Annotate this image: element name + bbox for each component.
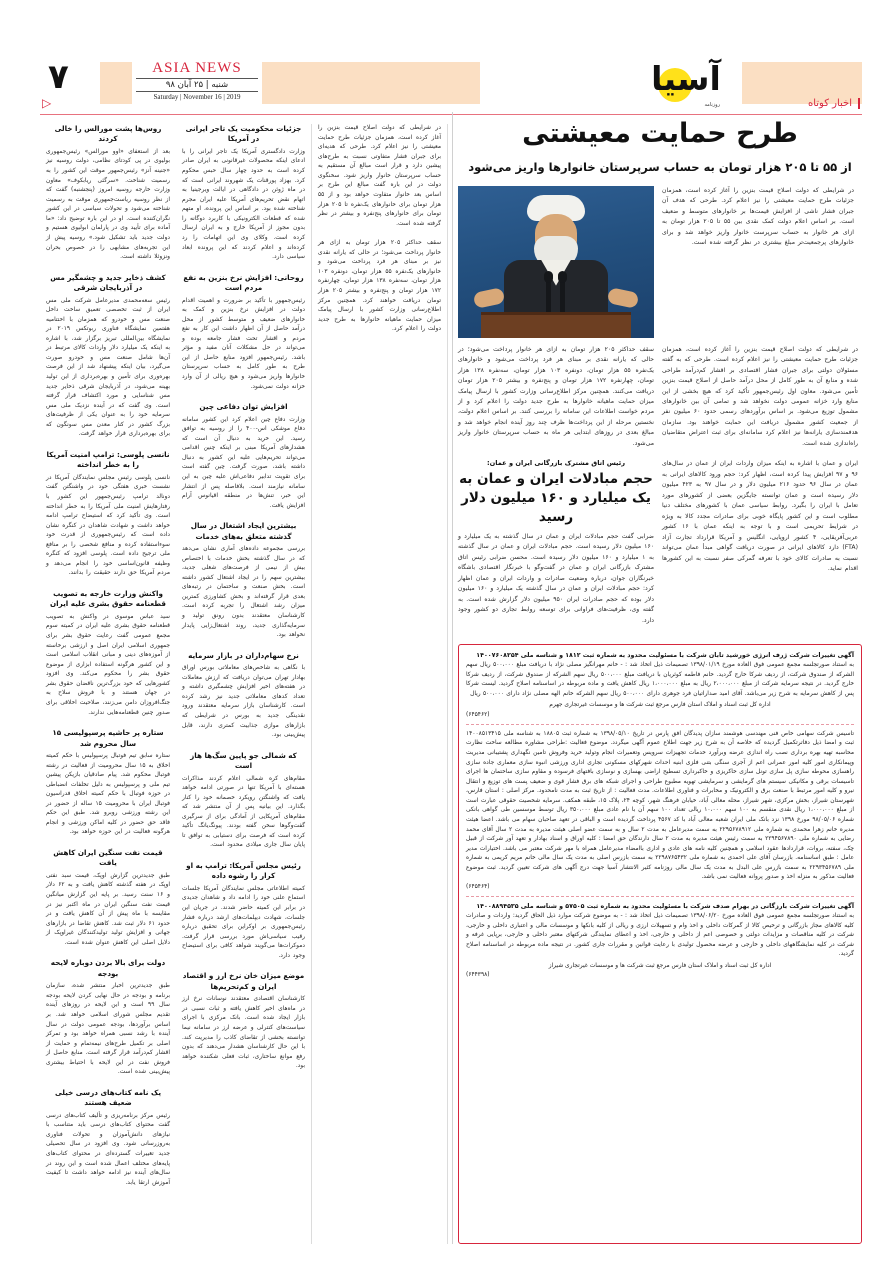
brief-body: سقف حداکثر ۲۰۵ هزار تومان به ازای هر خانوار پرداخت می‌شود؛ در حالی که یارانه نقدی نیز بر مبنای هر فرد پرداخت می‌شود و خانوارهای یک‌نفره ۵۵ هزار تومان، دونفره ۱۰۳ هزار تومان، سه‌نفره ۱۳۸ هزار تومان، چهارنفره ۱۷۲ هزار تومان و پنج‌نفره و بیشتر ۲۰۵ هزار تومان دریافت خواهند کرد. همچنین مرکز اطلاع‌رسانی وزارت کشور با ارسال پیامک میزان حمایت ماهیانه خانوارها به طرح جدید دولت را اعلام کرد. (318, 240, 441, 333)
brief-column-left (312, 124, 448, 1244)
legal-notice-signature: اداره کل ثبت اسناد و املاک استان فارس مرجع ثبت شرکت ها و موسسات غیرتجاری شیراز (548, 962, 772, 969)
brief-title: قیمت نفت سنگین ایران کاهش یافت (53, 848, 163, 868)
date-persian: شنبه | ۲۵ آبان ۹۸ (136, 78, 258, 92)
microphone-icon (546, 278, 551, 314)
brief-title: روس‌ها پشت مورالس را خالی کردند (54, 124, 162, 144)
brief-item (182, 971, 305, 1071)
section-label: اخبار کوتاه (808, 98, 860, 109)
column-divider (452, 112, 453, 1244)
brief-news-block (40, 124, 450, 1244)
brief-title: جزئیات محکومیت یک تاجر ایرانی در آمریکا (185, 124, 302, 144)
second-story-kicker: رئیس اتاق مشترک بازرگانی ایران و عمان: (487, 459, 625, 468)
brief-title: واکنش وزارت خارجه به تصویب قطعنامه حقوق بشری علیه ایران (50, 589, 166, 609)
brief-item (46, 273, 170, 440)
legal-notice-reference: (۶۴۵۴۶۲) (466, 711, 490, 718)
legal-notice (466, 724, 854, 890)
brief-body: طبق جدیدترین اخبار منتشر شده، سازمان برنامه و بودجه در حال نهایی کردن لایحه بودجه سال ۹۹ است و این لایحه در روزهای آینده تقدیم مجلس شورای اسلامی خواهد شد. بر اساس برآوردها، بودجه عمومی دولت در سال آینده با رشد نسبی همراه خواهد بود و تمرکز اصلی بر تکمیل طرح‌های نیمه‌تمام و حمایت از اقشار کم‌درآمد قرار گرفته است. منابع حاصل از فروش نفت در این لایحه با احتیاط بیشتری پیش‌بینی شده است. (46, 983, 170, 1076)
second-story (458, 459, 862, 626)
page-number: ۷ (48, 57, 69, 97)
brief-title: نانسی پلوسی: ترامپ امنیت آمریکا را به خطر انداخته (46, 449, 170, 470)
brand-name: ASIA NEWS (152, 60, 242, 76)
brief-body: طبق جدیدترین گزارش اوپک، قیمت سبد نفتی اوپک در هفته گذشته کاهش یافت و به ۶۲ دلار و ۱۶ سنت رسید. بر پایه این گزارش میانگین قیمت نفت سنگین ایران در ماه اکتبر نیز در مقایسه با ماه پیش از آن کاهش یافت و در حدود ۶۱ دلار ثبت شد. کاهش تقاضا در بازارهای جهانی و افزایش تولید تولیدکنندگان غیراوپک از دلایل اصلی این کاهش عنوان شده است. (46, 872, 170, 946)
brief-item (46, 589, 170, 718)
legal-notice (466, 651, 854, 718)
brief-body: رئیس مرکز برنامه‌ریزی و تألیف کتاب‌های درسی گفت محتوای کتاب‌های درسی باید متناسب با نیازهای دانش‌آموزان و تحولات فناوری به‌روزرسانی شود. وی افزود در سال تحصیلی جدید تغییرات گسترده‌ای در محتوای کتاب‌های پایه‌های مختلف اعمال شده است و این روند در سال‌های آینده نیز ادامه خواهد داشت تا کیفیت آموزش ارتقا یابد. (46, 1112, 170, 1186)
legal-notice-reference: (۶۴۴۳۹۸) (466, 972, 490, 979)
legal-notice-signature: اداره کل ثبت اسناد و املاک استان فارس مرجع ثبت شرکت ها و موسسات غیرتجاری جهرم (549, 702, 771, 709)
brief-title: رئیس مجلس آمریکا: ترامپ به او کرار را رشوه داده (186, 861, 301, 881)
brief-item (182, 651, 305, 741)
brief-body: ستاره سابق تیم فوتبال پرسپولیس با حکم کمیته اخلاق به ۱۵ سال محرومیت از فعالیت در رشته فوتبال محکوم شد. پیام صادقیان بازیکن پیشین تیم ملی و پرسپولیس به دلیل تخلفات انضباطی در حوزه فوتبال با حکم کمیته اخلاق فدراسیون فوتبال ایران با محرومیت ۱۵ ساله از حضور در این رشته ورزشی روبرو شد. طبق این حکم فاقد حق حضور در کلیه اماکن ورزشی و انجام هرگونه فعالیت در این حوزه خواهد بود. (46, 752, 171, 836)
second-story-columns (458, 459, 862, 626)
masthead-plate (132, 58, 262, 104)
brief-title: روحانی: افزایش نرخ بنزین به نفع مردم است (183, 272, 304, 293)
brief-item (182, 861, 305, 961)
brief-title: بیشترین ایجاد اشتغال در سال گذشته متعلق به‌های خدمات (190, 521, 297, 541)
brief-item (46, 958, 170, 1078)
brief-item (46, 450, 170, 579)
brief-body: وزارت دادگستری آمریکا یک تاجر ایرانی را با ادعای اینکه محصولات غیرقانونی به ایران صادر کرده است به حدود چهار سال حبس محکوم کرد. بهزاد پورقنات یک شهروند ایرانی است که در ماه ژوئن در دادگاهی در ایالت ویرجینیا به اتهام نقض تحریم‌های آمریکا علیه ایران مجرم شناخته شده بود. بر اساس این پرونده، او متهم شده که قطعات الکترونیکی با کاربرد دوگانه را بدون مجوز از آمریکا خارج و به ایران ارسال کرده است. وکلای وی این اتهامات را رد کرده‌اند و اعلام کردند که این پرونده ابعاد سیاسی دارد. (182, 148, 305, 261)
brief-title: یک نامه کتاب‌های درسی خیلی ضعیف هستند (54, 1087, 162, 1108)
photo-podium (481, 312, 631, 338)
brief-title: نرخ سهام‌داران در بازار سرمایه (188, 650, 299, 660)
legal-notices-box (458, 644, 862, 1244)
second-story-col-left (662, 459, 858, 626)
main-headline: طرح حمایت معیشتی (522, 118, 798, 149)
brief-title: دولت برای بالا بردن دوباره لایحه بودجه (50, 958, 166, 978)
logo-subtitle: روزنامه (704, 102, 720, 108)
brief-body: مقام‌های کره شمالی اعلام کردند مذاکرات هسته‌ای با آمریکا تنها در صورتی ادامه خواهد یافت که واشنگتن رویکرد خصمانه خود را کنار بگذارد. این بیانیه پس از آن منتشر شد که مقام‌های آمریکایی از آمادگی برای از سرگیری گفت‌وگوها سخن گفته بودند. پیونگ‌یانگ تأکید کرده است که فرصت برای دستیابی به توافق تا پایان سال جاری میلادی محدود است. (182, 775, 305, 849)
brief-body: رئیس‌جمهور با تأکید بر ضرورت و اهمیت اقدام دولت در افزایش نرخ بنزین و کمک به خانوارهای ضعیف و متوسط کشور از محل درآمد حاصل از آن اظهار داشت این کار به نفع مردم و اقشار تحت فشار جامعه بوده و می‌تواند در حل مشکلات آنان مفید و مؤثر باشد. رئیس‌جمهور افزود منابع حاصل از این طرح به طور کامل به حساب سرپرستان خانوارها واریز می‌شود و هیچ ریالی از آن وارد خزانه دولت نمی‌شود. (182, 297, 305, 390)
story-photo (458, 186, 654, 338)
second-story-body-left: ایران و عمان با اشاره به اینکه میزان واردات ایران از عمان در سال‌های ۹۶ و ۹۷ افزایش پیدا کرده است، اظهار کرد: حجم ورود کالاهای ایرانی به عمان در سال ۹۶ حدود ۲۱۶ میلیون دلار و در سال ۹۷ به ۴۲۳ میلیون دلار رسیده است و عمان توانسته جایگزین بعضی از کشورهای مورد تعامل با ایران را بگیرد. روابط سیاسی عمان با کشورهای مختلف دنیا مطلوب است و این کشور پایگاه خوبی برای صادرات مجدد کالا به ویژه در شرایط تحریمی است و با توجه به اینکه عمان با ۱۶ کشور عربی‌آفریقایی، ۴ کشور اروپایی، انگلیس و آمریکا قرارداد تجارت آزاد (FTA) دارد کالاهای ایرانی در صورت دریافت گواهی مبدأ عمان می‌تواند نسبت به صادرات کالای خود با تعرفه گمرکی صفر نسبت به این کشورها اقدام نماید. (662, 460, 858, 573)
brief-item (182, 124, 305, 263)
legal-notice-title: آگهی تغییرات شرکت بارزگانی در بهرام صدف شرکت با مسئولیت محدود به شماره ثبت ۵۷۵۰۵ و شناسه ملی ۱۴۰۰۸۸۹۴۵۳۵ (476, 902, 854, 910)
brief-column-middle (176, 124, 312, 1244)
logo-wordmark: آسیا (651, 59, 721, 98)
photo-hand-left (473, 287, 506, 309)
brief-body: سید عباس موسوی در واکنش به تصویب قطعنامه حقوق بشری علیه ایران در کمیته سوم مجمع عمومی گفت رعایت حقوق بشر برای جمهوری اسلامی ایران اصل و ارزشی برخاسته از آموزه‌های دینی و مبانی انقلاب اسلامی است و این کشور هرگونه استفاده ابزاری از موضوع حقوق بشر را محکوم می‌کند. وی افزود کشورهایی که خود بزرگ‌ترین ناقضان حقوق بشر در جهان هستند و با فروش سلاح به جنگ‌افروزان دامن می‌زنند، صلاحیت اخلاقی برای صدور چنین قطعنامه‌هایی ندارند. (46, 613, 170, 716)
date-english: Saturday | November 16 | 2019 (153, 92, 241, 101)
brief-title: موضع میزان خان نرخ ارز و اقتصاد ایران و کم‌تحریم‌ها (182, 971, 305, 991)
legal-notice (466, 896, 854, 978)
main-story-columns (458, 345, 862, 450)
brief-item (182, 521, 305, 641)
main-story (458, 118, 862, 626)
brief-title: کشف ذخایر جدید و چشمگیر مس در آذربایجان شرقی (50, 272, 166, 293)
brief-item (46, 848, 170, 948)
brief-column-right (40, 124, 176, 1244)
brief-title: که شمالی جو پایین سگ‌ها هاز است (190, 750, 297, 771)
play-arrow-icon: ▷ (42, 96, 52, 110)
brief-item (46, 1088, 170, 1188)
second-headline: حجم مبادلات ایران و عمان به یک میلیارد و ۱۶۰ میلیون دلار رسید (459, 471, 653, 526)
brief-body: با نگاهی به شاخص‌های معاملاتی بورس اوراق بهادار تهران می‌توان دریافت که ارزش معاملات در هفته‌های اخیر افزایش چشمگیری داشته و تعداد کدهای معاملاتی جدید نیز رشد کرده است. کارشناسان بازار سرمایه معتقدند ورود نقدینگی جدید به بورس در شرایطی که بازارهای موازی جذابیت کمتری دارند، قابل پیش‌بینی بود. (182, 665, 305, 739)
brief-item (318, 124, 441, 229)
brief-item (46, 728, 170, 838)
main-story-col-right: سقف حداکثر ۲۰۵ هزار تومان به ازای هر خانوار پرداخت می‌شود؛ در حالی که یارانه نقدی بر مبنای هر فرد پرداخت می‌شود و خانوارهای یک‌نفره ۵۵ هزار تومان، دونفره ۱۰۳ هزار تومان، سه‌نفره ۱۳۸ هزار تومان، چهارنفره ۱۷۲ هزار تومان و پنج‌نفره و بیشتر ۲۰۵ هزار تومان دریافت می‌کنند. همچنین مرکز اطلاع‌رسانی وزارت کشور با ارسال پیامک میزان حمایت ماهیانه خانوارها به طرح جدید دولت را اعلام کرد و از مردم خواست اطلاعات این سامانه را بررسی کنند. بر اساس اعلام دولت، نخستین مرحله از این پرداخت‌ها ظرف چند روز آینده انجام خواهد شد و مبالغ بعدی در روزهای ابتدایی هر ماه به حساب سرپرستان خانوار واریز می‌شود. (458, 345, 655, 447)
brief-item (46, 124, 170, 263)
brief-title: افزایش توان دفاعی چین (199, 402, 288, 412)
second-story-col-right (458, 459, 654, 626)
brief-body: نانسی پلوسی رئیس مجلس نمایندگان آمریکا در نشست خبری هفتگی خود در واشنگتن گفت دونالد ترامپ رئیس‌جمهور این کشور با رفتارهایش امنیت ملی آمریکا را به خطر انداخته است. وی تأکید کرد که استیضاح ترامپ ادامه خواهد داشت و شهادت شاهدان در کنگره نشان داده است که رئیس‌جمهوری از قدرت خود سوءاستفاده کرده و منافع شخصی را بر منافع ملی ترجیح داده است. پلوسی افزود که کنگره وظیفه قانون‌اساسی خود را انجام می‌دهد و مردم آمریکا حق دارند حقیقت را بدانند. (46, 474, 170, 577)
lead-row (458, 186, 862, 338)
brief-title: ستاره پر حاشیه پرسپولیسی ۱۵ سال محروم شد (52, 728, 164, 748)
legal-notice-body: به استناد صورتجلسه مجمع عمومی فوق العاده مورخ ۱۳۹۸/۰۱/۱۹ تصمیمات ذیل اتخاذ شد : - خانم مهرانگیز مصلی نژاد با دریافت مبلغ ۵۰۰،۰۰۰ ریال سهم الشرکه از صندوق شرکت، از ردیف شرکا خارج گردید. خانم فاطمه کوثریان با دریافت مبلغ ۵۰۰،۰۰۰ ریال سهم الشرکه از صندوق شرکت، از ردیف شرکا خارج گردید. در نتیجه سرمایه شرکت از مبلغ ۲،۰۰۰،۰۰۰ ریال به مبلغ ۱،۰۰۰،۰۰۰ ریال کاهش یافت و ماده مربوطه در اساسنامه اصلاح گردید. لیست شرکا پس از کاهش سرمایه به شرح زیر می‌باشد. آقای امید صداراتیان فرد جوهری دارای ۵۰۰،۰۰۰ ریال سهم الشرکه خانم الهه مصلی نژاد دارای ۵۰۰،۰۰۰ ریال (466, 662, 855, 697)
brief-item (182, 273, 305, 393)
brief-item (182, 751, 305, 851)
brief-body: کارشناسان اقتصادی معتقدند نوسانات نرخ ارز در ماه‌های اخیر کاهش یافته و ثبات نسبی در بازار ایجاد شده است. بانک مرکزی با اجرای سیاست‌های کنترلی و عرضه ارز در سامانه نیما توانسته بخشی از تقاضای کاذب را مدیریت کند. با این حال کارشناسان هشدار می‌دهند که بدون رفع موانع ساختاری، ثبات فعلی شکننده خواهد بود. (182, 996, 305, 1070)
brief-body: وزارت دفاع چین اعلام کرد این کشور سامانه دفاع موشکی اس-۴۰۰ را از روسیه به توافق رسید. این خرید به دنبال آن است که هشدارهای آمریکا مبنی بر اینکه چنین اقدامی می‌تواند تحریم‌هایی علیه این کشور به دنبال داشته باشد، صورت گرفت. چین گفته است برای تقویت تدابیر دفاعی‌اش علیه چین به این سامانه نیازمند است. بلافاصله پس از انتشار این خبر، تنش‌ها در منطقه اقیانوس آرام افزایش یافت. (182, 416, 305, 509)
brief-body: بررسی مجموعه داده‌های آماری نشان می‌دهد که در سال گذشته بخش خدمات با اختصاص بیش از نیمی از فرصت‌های شغلی جدید، بیشترین سهم را در ایجاد اشتغال کشور داشته است. بخش صنعت و ساختمان در رتبه‌های بعدی قرار گرفته‌اند و بخش کشاورزی کمترین میزان رشد اشتغال را تجربه کرده است. کارشناسان معتقدند بدون رونق تولید و سرمایه‌گذاری جدید، روند اشتغال‌زایی پایدار نخواهد بود. (182, 546, 305, 639)
legal-notice-body: تاسیس شرکت سهامی خاص فنی مهندسی هوشمند سازان پدیدگان افق پارس در تاریخ ۱۳۹۸/۰۵/۱۰ به شماره ثبت ۱۸۸۰۵ به شناسه ملی ۱۴۰۰۸۵۱۳۴۱۵ ثبت و امضا ذیل دفاترتکمیل گردیده که خلاصه آن به شرح زیر جهت اطلاع عموم آگهی میگردد. موضوع فعالیت :طراحی مشاوره مطالعه ساخت نظارت محاسبه تهیه بهره برداری نصب راه اندازی عرضه وبرآورد خدمات تجهیزات سرویس وتعمیرات انجام وتولید خرید وفروش تامین نگهداری پشتیبانی مدیریت وپیمانکاری امور کلیه امور عمرانی اعم از آجری سنگی بتنی فلزی ابنیه احداث شهرکهای مسکونی تجاری اداری ورزشی انبوه سازی معماری جاده سازی راهسازی محوطه سازی پل سازی تونل سازی خاکریزی و خاکبرداری تسطیح اراضی بهسازی و نوسازی بافتهای فرسوده و مقاوم سازی ساختمان ها اجرای تاسیسات برقی و مکانیکی سیستم های گرمایشی و سرمایشی تهویه مطبوع طراحی و اجرای شبکه های برق فشار قوی و ضعیف پست های توزیع و انتقال نیرو و کلیه امور مرتبط با صنعت برق و الکترونیک و مخابرات و فناوری اطلاعات. مدت فعالیت : از تاریخ ثبت به مدت نامحدود. مرکز اصلی : استان فارس، شهرستان شیراز، بخش مرکزی، شهر شیراز، محله معالی آباد، خیابان فرهنگ شهر، کوچه ۲۴، پلاک ۱۵، طبقه همکف. سرمایه شخصیت حقوقی عبارت است از مبلغ ۱،۰۰۰،۰۰۰ ریال نقدی منقسم به ۱۰۰ سهم ۱۰،۰۰۰ ریالی تعداد ۱۰۰ سهم آن با نام عادی مبلغ ۳۵۰،۰۰۰ ریال توسط موسسین طی گواهی بانکی شماره ۹۸/۰۵/۰۶ مورخ ۱۳۹۸ نزد بانک ملی ایران شعبه معالی آباد با کد ۴۵۶۷ پرداخت گردیده است و الباقی در تعهد صاحبان سهام می باشد. اعضا هیئت مدیره خانم زهرا محمدی به شماره ملی ۲۲۹۵۶۷۸۹۱۲ به سمت مدیرعامل به مدت ۲ سال و به سمت عضو اصلی هیئت مدیره به مدت ۲ سال آقای محمد رضایی به شماره ملی ۲۲۹۴۵۶۷۸۹۰ به سمت رئیس هیئت مدیره به مدت ۲ سال دارندگان حق امضا : کلیه اوراق و اسناد بهادار و تعهد آور شرکت از قبیل چک، سفته، بروات، قراردادها عقود اسلامی و همچنین کلیه نامه های عادی و اداری باامضاء مدیرعامل همراه با مهر شرکت معتبر می باشد. اختیارات مدیر عامل : طبق اساسنامه. بازرسان آقای علی احمدی به شماره ملی ۲۲۹۸۷۶۵۴۳۲ به سمت بازرس اصلی به مدت یک سال مالی خانم مریم کریمی به شماره ملی ۲۲۹۳۴۵۶۷۸۹ به سمت بازرس علی البدل به مدت یک سال مالی روزنامه کثیر الانتشار آسیا جهت درج آگهی های شرکت تعیین گردید. ثبت موضوع فعالیت مذکور به منزله اخذ و صدور پروانه فعالیت نمی باشد. (466, 730, 855, 881)
brief-body: رئیس سعه‌محمدی مدیرعامل شرکت ملی مس ایران از ثبت تخصصی تعمیق ساخت داخل صنعت مس و خودرو که همزمان با اختتامیه هفتمین نمایشگاه فناوری ربوتکس ۲۰۱۹ در نمایشگاه بین‌المللی تبریز برگزار شد، با اشاره به اینکه یک میلیارد دلار واردات کالای مرتبط در آن‌ها شامل صنعت مس و خودرو صورت می‌گیرد، بیان اینکه پیشنهاد شد از این فرصت بهره‌وری برای تأمین و بهره‌برداری از این تولید بهینه می‌شود، در آذربایجان شرقی ذخایر جدید مس شناسایی و مورد اکتشاف قرار گرفته است. وی گفت که در آینده نزدیک ملی مس سرمایه خود را به عنوان یکی از ظرفیت‌های بزرگ کشور در کنار معدن مس سونگون که برای بهره‌برداری قرار خواهد گرفت. (46, 297, 170, 438)
brief-body: کمیته اطلاعاتی مجلس نمایندگان آمریکا جلسات استماع علنی خود را ادامه داد و شاهدان جدیدی در برابر این کمیته حاضر شدند. در جریان این جلسات، شهادت دیپلمات‌های ارشد درباره فشار رئیس‌جمهوری بر اوکراین برای تحقیق درباره رقیب سیاسی‌اش مورد بررسی قرار گرفت. دموکرات‌ها می‌گویند شواهد کافی برای استیضاح وجود دارد. (182, 885, 305, 959)
main-story-col-left: در شرایطی که دولت اصلاح قیمت بنزین را آغاز کرده است، همزمان جزئیات طرح حمایت معیشتی را نیز اعلام کرده است. طرحی که به گفته مسئولان دولتی برای جبران فشار اقتصادی بر اقشار کم‌درآمد طراحی شده و منابع آن به طور کامل از محل درآمد حاصل از اصلاح قیمت بنزین تأمین می‌شود. معاون اول رئیس‌جمهور تأکید کرد که هیچ بخشی از این منابع وارد خزانه عمومی دولت نخواهد شد و تمامی آن بین خانوارهای مشمول توزیع می‌شود. بر اساس برآوردهای رسمی حدود ۶۰ میلیون نفر از جمعیت کشور مشمول دریافت این حمایت خواهند بود. سازمان هدفمندسازی یارانه‌ها نیز اعلام کرد سامانه‌ای برای ثبت اعتراض متقاضیان راه‌اندازی شده است. (662, 345, 858, 447)
brief-body: در شرایطی که دولت اصلاح قیمت بنزین را آغاز کرده است، همزمان جزئیات طرح حمایت معیشتی را نیز اعلام کرد. طرحی که هدیه‌ای برای جبران فشار متفاوتی نسبت به طرح‌های پیشین دارد و قرار است مبالغ آن مستقیم به حساب سرپرستان خانوار واریز شود. سخنگوی دولت در این باره گفت مبالغ این طرح بر اساس بعد خانوار متفاوت خواهد بود و از ۵۵ هزار تومان برای خانوارهای یک‌نفره تا ۲۰۵ هزار تومان برای خانوارهای پنج‌نفره و بیشتر در نظر گرفته شده است. (318, 125, 441, 227)
microphone-icon (560, 278, 565, 314)
photo-hand-right (607, 287, 640, 309)
brief-item (318, 239, 441, 335)
legal-notice-title: آگهی تغییرات شرکت ژرف انرژی خورشید تابان شرکت با مسئولیت محدود به شماره ثبت ۱۸۱۲ و شناسه ملی ۱۴۰۰۷۶۰۸۲۵۴ (476, 652, 854, 659)
brief-body: بعد از استعفای «اوو مورالس» رئیس‌جمهوری بولیوی در پی کودتای نظامی، دولت روسیه نیز «جنینه آنز» رئیس‌جمهور موقت این کشور را به رسمیت شناخت. «سرگئی ریابکوف» معاون وزارت خارجه روسیه امروز (پنجشنبه) گفت که از نظر روسیه ریاست‌جمهوری موقت به رسمیت شناخته می‌شود و تحولات سیاسی در این کشور نگران‌کننده است. او در این باره توضیح داد: «ما آماده برای تأیید وی در پارلمان ابولیوی هستیم و دولت جدید باید تشکیل شود.» روسیه پیش از این تجربه‌های مشابهی را در خصوص بحران ونزوئلا داشته است. (46, 148, 170, 261)
legal-notice-reference: (۶۴۵۴۶۴) (466, 883, 490, 890)
brief-item (182, 402, 305, 511)
legal-notice-body: به استناد صورتجلسه مجمع عمومی فوق العاده مورخ ۱۳۹۸/۰۶/۲۰ تصمیمات ذیل اتخاذ شد : - به موضوع شرکت موارد ذیل الحاق گردید: واردات و صادرات کلیه کالاهای مجاز بازرگانی و ترخیص کالا از گمرکات داخلی و اخذ وام و تسهیلات ارزی و ریالی از کلیه بانکها و موسسات مالی و اعتباری داخلی و خارجی، شرکت در کلیه مناقصات و مزایدات دولتی و خصوصی اعم از داخلی و خارجی، اخذ و اعطای نمایندگی شرکتهای معتبر داخلی و خارجی، برپایی غرفه و شرکت در کلیه نمایشگاههای داخلی و خارجی و عرضه محصول تولیدی با رعایت قوانین و مقررات جاری کشور. در نتیجه ماده مربوطه در اساسنامه اصلاح گردید. (466, 913, 854, 958)
main-lead-text: در شرایطی که دولت اصلاح قیمت بنزین را آغاز کرده است، همزمان جزئیات طرح حمایت معیشتی را نیز اعلام کرد. طرحی که هدف آن جبران فشار ناشی از افزایش قیمت‌ها بر خانوارهای متوسط و ضعیف است. بر اساس اعلام دولت کمک نقدی بین ۵۵ تا ۲۰۵ هزار تومان به ازای هر خانوار به حساب سرپرست خانوار واریز خواهد شد و برای خانوارهای پرجمعیت‌تر مبلغ بیشتری در نظر گرفته شده است. (662, 186, 854, 246)
main-subheadline: از ۵۵ تا ۲۰۵ هزار تومان به حساب سرپرستان خانوارها واریز می‌شود (468, 160, 852, 175)
second-story-body-right: ضرابی گفت حجم مبادلات ایران و عمان در سال گذشته به یک میلیارد و ۱۶۰ میلیون دلار رسیده است. حجم مبادلات ایران و عمان در سال گذشته به ۱ میلیارد و ۱۶۰ میلیون دلار رسیده است. محسن ضرابی رئیس اتاق مشترک بازرگانی ایران و عمان در گفت‌وگو با خبرنگار اقتصادی باشگاه خبرنگاران جوان، درباره وضعیت صادرات و واردات ایران و عمان اظهار کرد: حجم مبادلات ایران و عمان در سال گذشته یک میلیارد و ۱۶۰ میلیون دلار بوده که حجم صادرات ایران ۹۵۰ میلیون دلار گزارش شده است. به گفته وی، ظرفیت‌های فراوانی برای توسعه روابط تجاری دو کشور وجود دارد. (458, 533, 654, 624)
